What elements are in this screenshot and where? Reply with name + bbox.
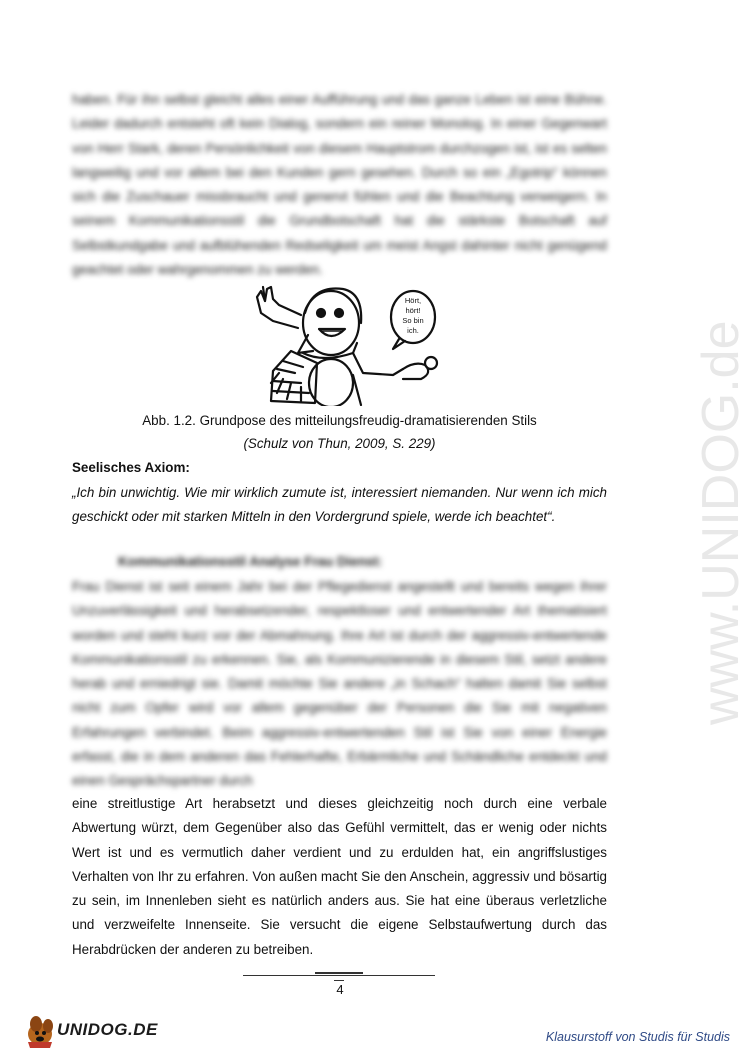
axiom-quote: „Ich bin unwichtig. Wie mir wirklich zumute ist, interessiert niemanden. Nur wenn ich mich geschickt oder mit starken Mitteln in den Vordergrund spiele, werde ich beachtet“. — [72, 485, 607, 524]
bubble-line-1: Hört, — [404, 296, 422, 305]
page-number: 4 — [336, 982, 344, 997]
section-heading: Kommunikationsstil Analyse Frau Dienst: — [118, 554, 383, 569]
blurred-paragraph-section: Frau Dienst ist seit einem Jahr bei der Pflegedienst angestellt und bereits wegen ihrer Unzuverlässigkeit und herabsetzender, respektloser und entwertender Art thematisiert worden und steht kurz vor der Abmahnung. Ihre Art ist durch der aggressiv-entwertende Kommunikationsstil zu erkennen. Sie, als Kommunizierende in diesem Stil, setzt andere herab und erniedrigt sie. Damit möchte Sie andere „in Schach“ halten damit Sie selbst nicht zum Opfer wird vor allem gegenüber der Personen die Sie mit negativen Erfahrungen verbindet. Beim aggressiv-entwertenden Stil ist Sie von einer Energie erfasst, die in dem anderen das Fehlerhafte, Erbärmliche und Schändliche entdeckt und einen Gesprächspartner durch — [72, 579, 607, 789]
footer-tagline: Klausurstoff von Studis für Studis — [545, 1030, 730, 1044]
bubble-line-3: So bin — [402, 316, 424, 325]
svg-text:www.UNIDOG.de: www.UNIDOG.de — [692, 320, 750, 725]
figure-caption: Abb. 1.2. Grundpose des mitteilungsfreudig-dramatisierenden Stils — [142, 413, 537, 428]
figure-source: (Schulz von Thun, 2009, S. 229) — [243, 436, 436, 451]
footer-rule-accent — [315, 972, 363, 974]
watermark — [690, 280, 750, 730]
footer-rule — [243, 975, 435, 976]
axiom-heading: Seelisches Axiom: — [72, 460, 190, 475]
bubble-line-4: ich. — [407, 326, 419, 335]
cartoon-illustration — [243, 283, 448, 406]
logo-text: UNIDOG.DE — [57, 1020, 158, 1039]
body-paragraph: eine streitlustige Art herabsetzt und dieses gleichzeitig noch durch eine verbale Abwertung würzt, dem Gegenüber also das Gefühl vermittelt, das er wenig oder nichts Wert ist und es vermutlich daher verdient und zu erdulden hat, ein angriffslustiges Verhalten von Ihr zu erfahren. Von außen macht Sie den Anschein, aggressiv und bösartig zu sein, im Innenleben sieht es natürlich anders aus. Sie hat eine überaus verletzliche und verzweifelte Innenseite. Sie versucht die eigene Selbstaufwertung durch das Herabdrücken der anderen zu betreiben. — [72, 796, 607, 957]
blurred-paragraph-top: haben. Für ihn selbst gleicht alles einer Aufführung und das ganze Leben ist eine Bühne. Leider dadurch entsteht oft kein Dialog, sondern ein reiner Monolog. In einer Gegenwart von Herr Stark, deren Persönlichkeit von diesem Hauptstrom durchzogen ist, ist es selten langweilig und vor allem bei den Kunden gern gesehen. Durch so ein „Egotrip“ können sich die Zuschauer missbraucht und genervt fühlen und die Beachtung verweigern. In seinem Kommunikationsstil die Grundbotschaft hat die stärkste Botschaft auf Selbstkundgabe und aufblühenden Redseligkeit um meist Angst dahinter nicht genügend geachtet oder wahrgenommen zu werden. — [72, 92, 607, 278]
page-number-bar — [334, 980, 344, 981]
bubble-line-2: hört! — [405, 306, 421, 315]
